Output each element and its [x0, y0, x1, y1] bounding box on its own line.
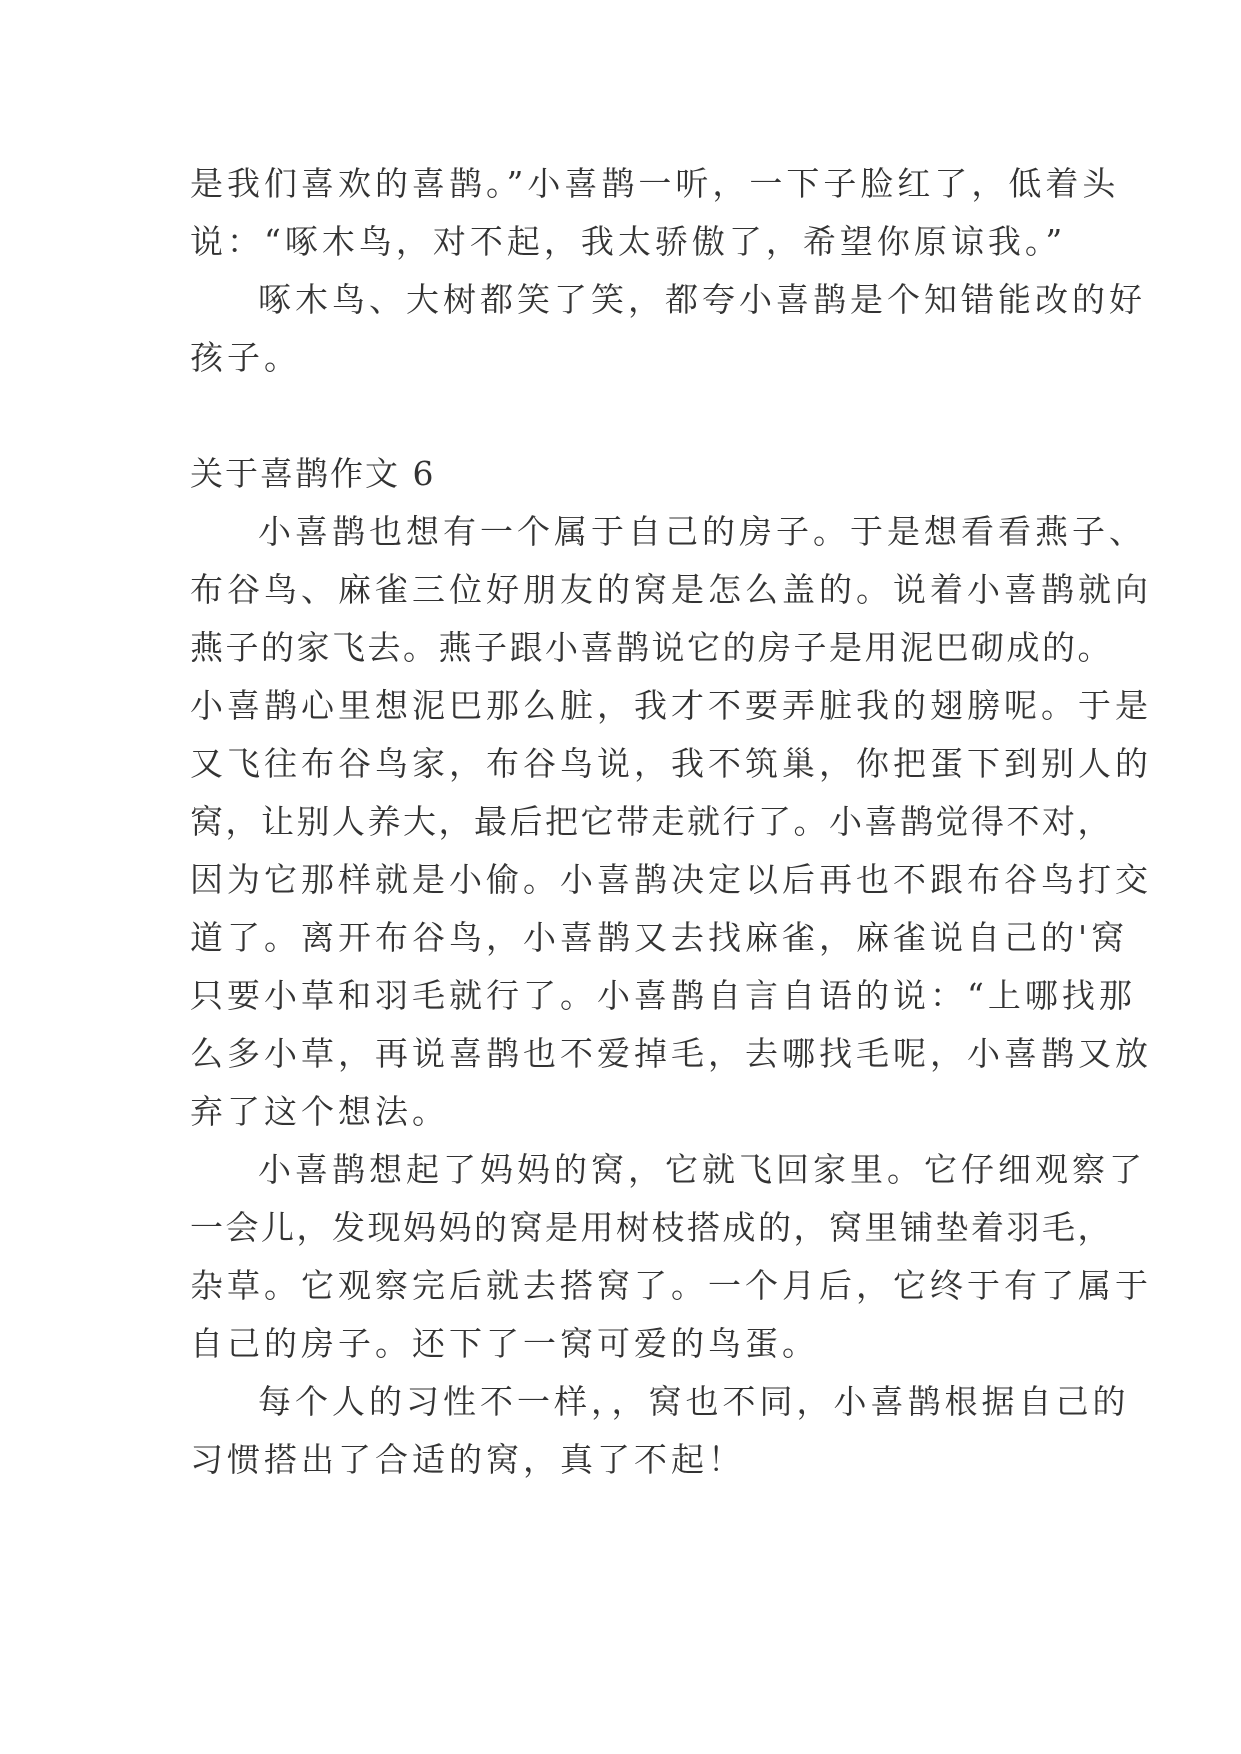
- essay-text: [190, 155, 1152, 1489]
- text-line: 道了。离开布谷鸟，小喜鹊又去找麻雀，麻雀说自己的'窝: [190, 918, 1129, 957]
- text-line: 只要小草和羽毛就行了。小喜鹊自言自语的说：“上哪找那: [190, 976, 1136, 1015]
- text-line: 孩子。: [190, 338, 301, 377]
- text-line: 弃了这个想法。: [190, 1092, 449, 1131]
- text-line: 燕子的家飞去。燕子跟小喜鹊说它的房子是用泥巴砌成的。: [190, 628, 1113, 667]
- paragraph-start: 小喜鹊也想有一个属于自己的房子。于是想看看燕子、: [258, 512, 1146, 551]
- text-line: 习惯搭出了合适的窝，真了不起！: [190, 1440, 745, 1479]
- section-spacer: [190, 387, 1070, 445]
- text-line: 因为它那样就是小偷。小喜鹊决定以后再也不跟布谷鸟打交: [190, 860, 1152, 899]
- section-title: 关于喜鹊作文 6: [190, 454, 436, 493]
- text-line: 杂草。它观察完后就去搭窝了。一个月后，它终于有了属于: [190, 1266, 1152, 1305]
- text-line: 小喜鹊心里想泥巴那么脏，我才不要弄脏我的翅膀呢。于是: [190, 686, 1152, 725]
- text-line: 么多小草，再说喜鹊也不爱掉毛，去哪找毛呢，小喜鹊又放: [190, 1034, 1152, 1073]
- paragraph-start: 小喜鹊想起了妈妈的窝，它就飞回家里。它仔细观察了: [258, 1150, 1146, 1189]
- paragraph-start: 啄木鸟、大树都笑了笑，都夸小喜鹊是个知错能改的好: [258, 280, 1146, 319]
- text-line: 说：“啄木鸟，对不起，我太骄傲了，希望你原谅我。”: [190, 222, 1067, 261]
- paragraph-start: 每个人的习性不一样，，窝也不同，小喜鹊根据自己的: [258, 1382, 1130, 1421]
- text-line: 自己的房子。还下了一窝可爱的鸟蛋。: [190, 1324, 819, 1363]
- text-line: 一会儿，发现妈妈的窝是用树枝搭成的，窝里铺垫着羽毛，: [190, 1208, 1113, 1247]
- text-line: 窝，让别人养大，最后把它带走就行了。小喜鹊觉得不对，: [190, 802, 1113, 841]
- text-line: 又飞往布谷鸟家，布谷鸟说，我不筑巢，你把蛋下到别人的: [190, 744, 1152, 783]
- text-line: 是我们喜欢的喜鹊。”小喜鹊一听，一下子脸红了，低着头: [190, 164, 1120, 203]
- text-line: 布谷鸟、麻雀三位好朋友的窝是怎么盖的。说着小喜鹊就向: [190, 570, 1152, 609]
